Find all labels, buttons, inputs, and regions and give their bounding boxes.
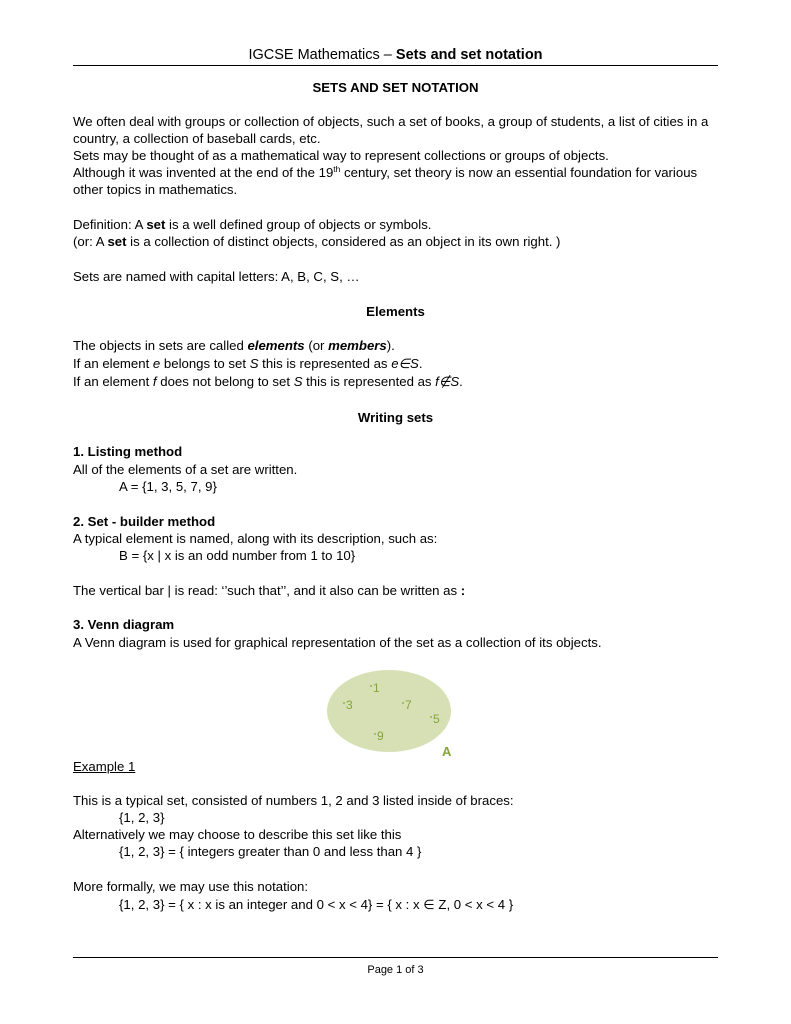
venn-element-dot bbox=[402, 702, 404, 704]
builder-method-desc: A typical element is named, along with its description, such as: bbox=[73, 531, 438, 546]
venn-element-9: 9 bbox=[377, 729, 384, 743]
intro-line-1: We often deal with groups or collection of objects, such a set of books, a group of students, a list of cities in a bbox=[73, 114, 709, 129]
page-header bbox=[73, 46, 718, 64]
intro-line-5: other topics in mathematics. bbox=[73, 182, 238, 197]
venn-element-dot bbox=[374, 733, 376, 735]
listing-method-example: A = {1, 3, 5, 7, 9} bbox=[119, 479, 217, 494]
document-page bbox=[73, 0, 718, 1024]
header-rule bbox=[73, 65, 718, 66]
page-number: Page 1 of 3 bbox=[367, 964, 424, 976]
venn-method-desc: A Venn diagram is used for graphical representation of the set as a collection of its objects. bbox=[73, 635, 602, 650]
elements-line-3: If an element f does not belong to set S this is represented as f∉S. bbox=[73, 374, 463, 389]
listing-method-desc: All of the elements of a set are written. bbox=[73, 462, 298, 477]
example-1-line-5: More formally, we may use this notation: bbox=[73, 879, 309, 894]
document-title: SETS AND SET NOTATION bbox=[312, 80, 479, 95]
venn-method-title: 3. Venn diagram bbox=[73, 617, 175, 632]
elements-line-1: The objects in sets are called elements (or members). bbox=[73, 338, 395, 353]
footer-rule bbox=[73, 957, 718, 958]
example-1-line-6: {1, 2, 3} = { x : x is an integer and 0 < x < 4} = { x : x ∈ Z, 0 < x < 4 } bbox=[119, 897, 514, 912]
header-topic: Sets and set notation bbox=[395, 47, 543, 63]
elements-line-2: If an element e belongs to set S this is represented as e∈S. bbox=[73, 356, 423, 371]
example-1-line-3: Alternatively we may choose to describe this set like this bbox=[73, 827, 402, 842]
venn-element-7: 7 bbox=[405, 698, 412, 712]
venn-element-dot bbox=[343, 702, 345, 704]
venn-element-dot bbox=[370, 685, 372, 687]
definition-line-2: (or: A set is a collection of distinct objects, considered as an object in its own right. ) bbox=[73, 234, 561, 249]
intro-line-3: Sets may be thought of as a mathematical way to represent collections or groups of objects. bbox=[73, 148, 609, 163]
example-1-line-1: This is a typical set, consisted of numbers 1, 2 and 3 listed inside of braces: bbox=[73, 793, 514, 808]
builder-method-title: 2. Set - builder method bbox=[73, 514, 216, 529]
venn-set-label: A bbox=[442, 744, 452, 759]
venn-diagram bbox=[326, 670, 466, 762]
elements-heading: Elements bbox=[366, 304, 425, 319]
example-1-line-4: {1, 2, 3} = { integers greater than 0 and less than 4 } bbox=[119, 844, 422, 859]
intro-line-2: country, a collection of baseball cards, etc. bbox=[73, 131, 321, 146]
definition-line-1: Definition: A set is a well defined group of objects or symbols. bbox=[73, 217, 432, 232]
writing-sets-heading: Writing sets bbox=[357, 410, 434, 425]
example-1-line-2: {1, 2, 3} bbox=[119, 810, 165, 825]
intro-line-4: Although it was invented at the end of the 19th century, set theory is now an essential foundation for various bbox=[73, 164, 698, 180]
venn-element-1: 1 bbox=[373, 681, 380, 695]
naming-line: Sets are named with capital letters: A, B, C, S, … bbox=[73, 269, 360, 284]
builder-method-example: B = {x | x is an odd number from 1 to 10} bbox=[119, 548, 356, 563]
venn-element-3: 3 bbox=[346, 698, 353, 712]
example-1-title: Example 1 bbox=[73, 759, 136, 774]
listing-method-title: 1. Listing method bbox=[73, 444, 183, 459]
header-prefix: IGCSE Mathematics – bbox=[248, 47, 396, 63]
venn-element-5: 5 bbox=[433, 712, 440, 726]
venn-element-dot bbox=[430, 716, 432, 718]
vertical-bar-line: The vertical bar | is read: ‘’such that’’, and it also can be written as : bbox=[73, 583, 466, 598]
